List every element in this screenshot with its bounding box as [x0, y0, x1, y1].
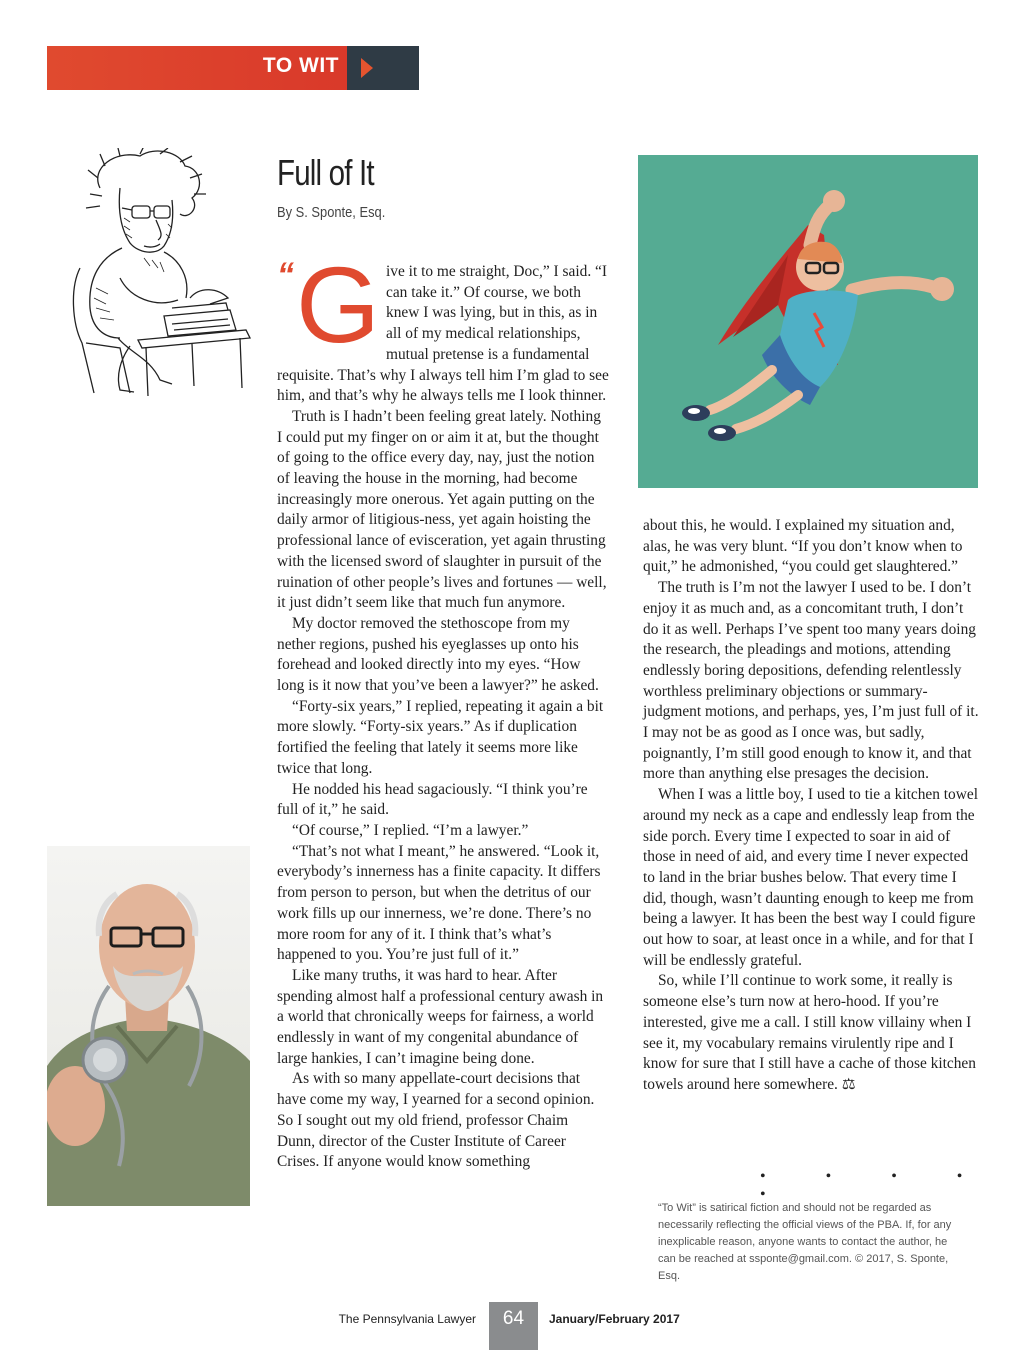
author-caricature-illustration: [60, 148, 255, 398]
section-label-bar: [47, 46, 347, 90]
article-column-1: [277, 244, 609, 1173]
article-byline: By S. Sponte, Esq.: [277, 204, 386, 221]
page-number: 64: [489, 1302, 538, 1350]
article-title: Full of It: [277, 152, 374, 193]
article-paragraph: As with so many appellate-court decisions that have come my way, I yearned for a second opinion. So I sought out my old friend, professor Chaim Dunn, director of the Custer Institute of Career Crises. If anyone would know something: [277, 1070, 595, 1171]
article-paragraph: Truth is I hadn’t been feeling great lately. Nothing I could put my finger on or aim it at, but the thought of going to the office every day, nay, just the notion of leaving the house in the morning, had become increasingly more onerous. Yet again putting on the daily armor of litigious-ness, yet again hoisting the professional lance of evisceration, yet again thrusting with the licensed sword of slaughter in pursuit of the ruination of other people’s lives and fortunes — well, it just didn’t seem like that much fun anymore.: [277, 407, 607, 612]
article-paragraph: When I was a little boy, I used to tie a kitchen towel around my neck as a cape and endlessly leap from the side porch. Every time I expected to soar in aid of those in need of aid, and every time I never expected to land in the briar bushes below. That every time I did, though, wasn’t daunting enough to keep me from being a lawyer. It has been the best way I could figure out how to soar, at least once in a while, and for that I will be endlessly grateful.: [643, 786, 978, 969]
article-paragraph: about this, he would. I explained my situation and, alas, he was very blunt. “If you don’t know when to quit,” he admonished, “you could get slaughtered.”: [643, 517, 963, 576]
disclaimer-note: [658, 1200, 958, 1285]
article-paragraph: The truth is I’m not the lawyer I used to be. I don’t enjoy it as much and, as a concomitant truth, I don’t do it as well. Perhaps I’ve spent too many years doing the research, the pleadings and motions, attending endlessly boring depositions, defending relentlessly worthless preliminary objections or summary-judgment motions, and perhaps, yes, I’m just full of it. I may not be as good as I once was, but sadly, poignantly, I’m still good enough to know it, and that more than anything else presages the decision.: [643, 579, 979, 783]
disclaimer-text: “To Wit” is satirical fiction and should not be regarded as necessarily reflecting the official views of the PBA. If, for any inexplicable reason, anyone wants to contact the author, he can be reached at ssponte@gmail.com. © 2017, S. Sponte, Esq.: [658, 1202, 952, 1282]
issue-date: January/February 2017: [549, 1312, 680, 1326]
drop-quote-mark: “: [277, 256, 294, 294]
article-paragraph: “Forty-six years,” I replied, repeating it again a bit more slowly. “Forty-six years.” As if duplication fortified the feeling that lately it seems more like twice that long.: [277, 697, 604, 777]
publication-name: The Pennsylvania Lawyer: [338, 1312, 476, 1326]
section-separator: • • • • •: [760, 1168, 991, 1203]
section-arrow-box: [347, 46, 419, 90]
article-column-2: [643, 516, 979, 1096]
drop-cap: G: [296, 244, 381, 365]
paragraph-text: ive it to me straight, Doc,” I said. “I can take it.” Of course, we both knew I was lying, but in this, as in all of my medical relationships, mutual pretense is a fundamental requisite. That’s why I always tell him I’m glad to see him, and that’s why he always tells me I look thinner.: [277, 263, 609, 405]
article-paragraph: So, while I’ll continue to work some, it really is someone else’s turn now at hero-hood. If you’re interested, give me a call. I still know villainy when I see it, my vocabulary remains virulently ripe and I know for sure that I still have a cache of those kitchen towels around here somewhere. ⚖: [643, 972, 976, 1093]
section-label: TO WIT: [262, 54, 339, 77]
section-header: [47, 46, 419, 90]
article-paragraph: My doctor removed the stethoscope from my nether regions, pushed his eyeglasses up onto his forehead and looked directly into my eyes. “How long is it now that you’ve been a lawyer?” he asked.: [277, 614, 599, 695]
arrow-right-icon: [361, 58, 373, 78]
article-paragraph: Like many truths, it was hard to hear. After spending almost half a professional century awash in a world that chronically weeps for fairness, a world endlessly in want of my congenital abundance of large hankies, I can’t imagine being done.: [277, 966, 604, 1067]
article-paragraph: [277, 244, 609, 407]
flying-superhero-kid-photo: [638, 155, 978, 488]
page-footer: [0, 1302, 1024, 1350]
doctor-with-stethoscope-photo: [47, 846, 250, 1206]
article-paragraph: He nodded his head sagaciously. “I think you’re full of it,” he said.: [277, 780, 588, 819]
article-paragraph: “That’s not what I meant,” he answered. “Look it, everybody’s innerness has a finite capacity. It differs from person to person, but when the detritus of our work fills up our innerness, we’re done. There’s no more room for any of it. I think that’s what’s happened to you. You’re just full of it.”: [277, 842, 601, 964]
article-paragraph: “Of course,” I replied. “I’m a lawyer.”: [292, 821, 529, 839]
